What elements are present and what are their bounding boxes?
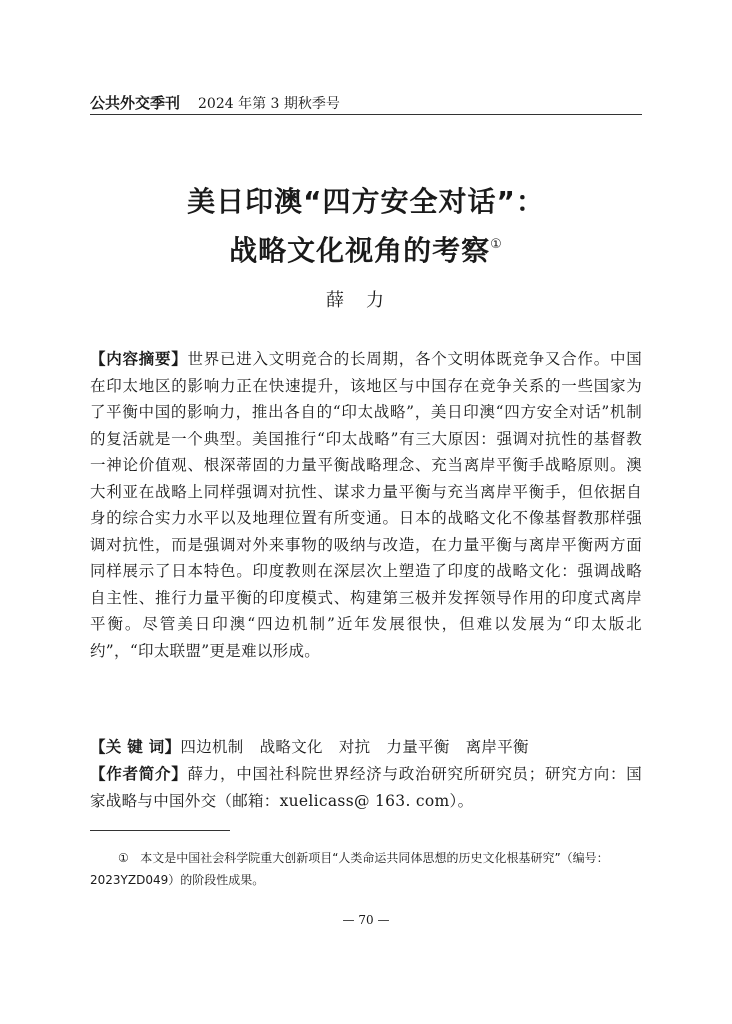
issue-info: 2024 年第 3 期秋季号 [198,96,340,112]
article-title-line2-text: 战略文化视角的考察 [229,234,491,267]
abstract-label: 【内容摘要】 [90,350,188,368]
footnote-marker: ① [118,851,129,865]
bio-label: 【作者简介】 [90,765,188,783]
article-title-line2 [90,229,642,269]
footnote-rule [90,830,230,831]
abstract [90,346,642,664]
author-name: 薛力 [326,290,406,311]
keywords [90,734,642,761]
running-header [90,88,642,116]
article-title-line1: 美日印澳“四方安全对话”： [187,185,545,218]
footnote [90,847,642,891]
keyword: 力量平衡 [386,738,450,756]
header-rule [90,114,642,115]
footnote-text: 本文是中国社会科学院重大创新项目“人类命运共同体思想的历史文化根基研究”（编号：2023YZD049）的阶段性成果。 [90,851,609,887]
keywords-label: 【关 键 词】 [90,738,181,756]
title-footnote-marker[interactable]: ① [490,237,503,252]
keyword: 四边机制 [180,738,244,756]
keyword: 对抗 [338,738,371,756]
bio-text: 薛力，中国社科院世界经济与政治研究所研究员；研究方向：国家战略与中国外交（邮箱：xuelicass@ 163. com）。 [90,765,642,810]
author-bio [90,761,642,814]
abstract-text: 世界已进入文明竞合的长周期，各个文明体既竞争又合作。中国在印太地区的影响力正在快速提升，该地区与中国存在竞争关系的一些国家为了平衡中国的影响力，推出各自的“印太战略”，美日印澳“四方安全对话”机制的复活就是一个典型。美国推行“印太战略”有三大原因：强调对抗性的基督教一神论价值观、根深蒂固的力量平衡战略理念、充当离岸平衡手战略原则。澳大利亚在战略上同样强调对抗性、谋求力量平衡与充当离岸平衡手，但依据自身的综合实力水平以及地理位置有所变通。日本的战略文化不像基督教那样强调对抗性，而是强调对外来事物的吸纳与改造，在力量平衡与离岸平衡两方面同样展示了日本特色。印度教则在深层次上塑造了印度的战略文化：强调战略自主性、推行力量平衡的印度模式、构建第三极并发挥领导作用的印度式离岸平衡。尽管美日印澳“四边机制”近年发展很快，但难以发展为“印太版北约”，“印太联盟”更是难以形成。 [90,350,642,660]
keyword: 战略文化 [259,738,323,756]
page-number: — 70 — [342,913,390,927]
keyword: 离岸平衡 [465,738,529,756]
journal-name: 公共外交季刊 [90,94,181,112]
